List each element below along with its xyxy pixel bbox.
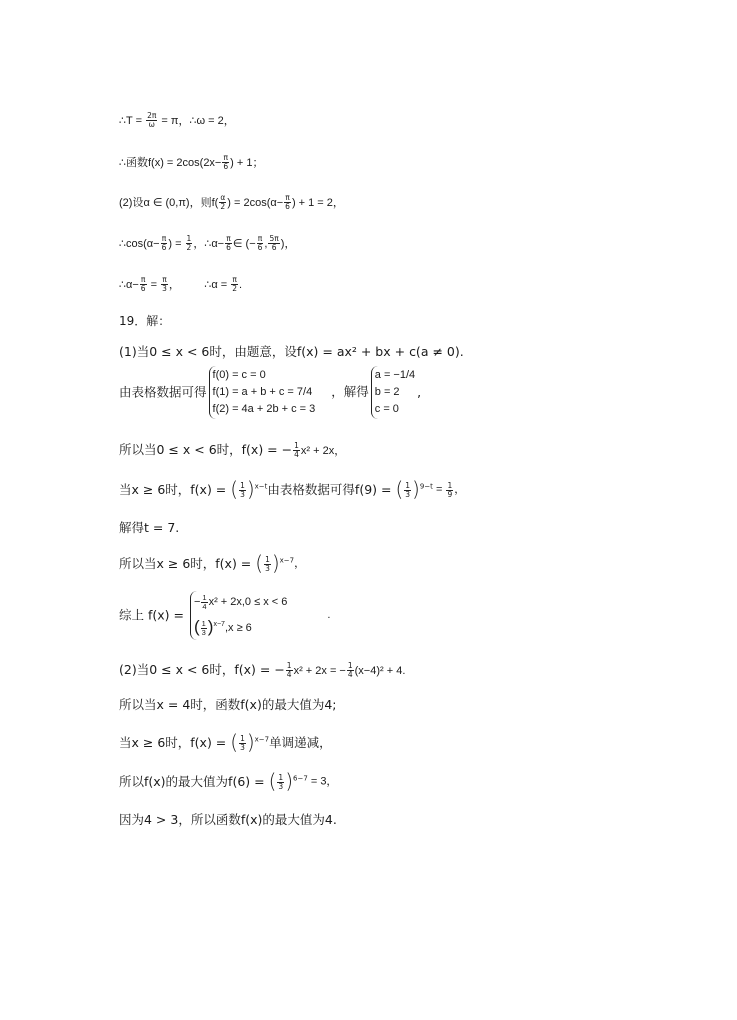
denominator: 4 bbox=[347, 669, 353, 679]
piecewise-row: − $\frac{1}{4}$ x² + 2x,0 ≤ x < 6 bbox=[193, 592, 288, 611]
system-row: a = −1/4 bbox=[374, 369, 416, 381]
denominator: 9 bbox=[447, 489, 453, 499]
exponent: 6−7 bbox=[293, 774, 308, 783]
fraction bbox=[293, 442, 300, 459]
numerator: 1 bbox=[240, 733, 245, 743]
text-segment: , bbox=[417, 384, 422, 400]
text-segment: )， bbox=[280, 237, 296, 250]
system-row: c = 0 bbox=[374, 403, 399, 415]
fraction bbox=[286, 662, 293, 679]
text-segment: = 3， bbox=[307, 775, 338, 788]
denominator: 6 bbox=[226, 242, 231, 252]
exponent: 9−t bbox=[419, 482, 433, 491]
numerator: 1 bbox=[202, 592, 207, 602]
numerator: π bbox=[285, 193, 290, 202]
fraction bbox=[347, 662, 354, 679]
fraction bbox=[231, 276, 238, 293]
text-segment: ) = 2cos(α− bbox=[227, 196, 284, 209]
numerator: 2π bbox=[147, 111, 157, 120]
line-decreasing: 当x ≥ 6时，f(x) = ( $\frac{1}{3}$ )$^{x-7}$单调递减， bbox=[119, 730, 332, 754]
text-segment: ∴α− bbox=[119, 278, 139, 291]
exponent: x−7 bbox=[213, 621, 225, 628]
text-segment: (x−4)² + 4. bbox=[354, 664, 406, 677]
numerator: α bbox=[220, 193, 226, 202]
row-text: x² + 2x,0 ≤ x < 6 bbox=[208, 596, 288, 608]
line-piecewise-summary bbox=[119, 591, 330, 640]
fraction bbox=[201, 594, 207, 611]
fraction bbox=[239, 735, 246, 752]
denominator: 3 bbox=[265, 563, 270, 573]
line-part1-setup: (1)当0 ≤ x < 6时，由题意，设f(x) = ax² + bx + c(a ≠ 0). bbox=[119, 344, 464, 359]
numerator: π bbox=[162, 275, 167, 284]
text-segment: 所以f(x)的最大值为f(6) = bbox=[119, 773, 269, 789]
text-segment: x² + 2x， bbox=[300, 444, 346, 457]
line-cos-value bbox=[119, 235, 295, 252]
numerator: 1 bbox=[265, 554, 270, 564]
denominator: 3 bbox=[240, 489, 245, 499]
numerator: 1 bbox=[186, 234, 192, 243]
text-segment: ) + 1 = 2， bbox=[291, 196, 344, 209]
text-segment: 由表格数据可得f(9) = bbox=[267, 481, 396, 497]
text-segment: ) + 1； bbox=[230, 156, 264, 169]
numerator: 1 bbox=[405, 480, 411, 490]
line-quadratic-result bbox=[119, 442, 345, 459]
line-function-def bbox=[119, 154, 263, 171]
line-max-at-6: 所以f(x)的最大值为f(6) = ( $\frac{1}{3}$ )$^{6-7}$ = 3， bbox=[119, 769, 338, 793]
text-segment: ， ∴α = bbox=[168, 278, 231, 291]
line-max-at-4: 所以当x = 4时，函数f(x)的最大值为4; bbox=[119, 697, 337, 712]
equation-system-right bbox=[371, 366, 415, 419]
line-exponential-result: 所以当x ≥ 6时，f(x) = ( $\frac{1}{3}$ )$^{x-7}$， bbox=[119, 551, 306, 575]
numerator: π bbox=[232, 275, 237, 284]
numerator: 5π bbox=[269, 234, 279, 243]
fraction bbox=[446, 482, 453, 499]
exponent: x−7 bbox=[254, 735, 270, 744]
text-segment: (2)当0 ≤ x < 6时，f(x) = − bbox=[119, 661, 285, 677]
text-segment: ∴函数f(x) = 2cos(2x− bbox=[119, 156, 222, 169]
fraction bbox=[239, 482, 246, 499]
line-conclusion: 因为4 > 3，所以函数f(x)的最大值为4. bbox=[119, 812, 337, 827]
numerator: 1 bbox=[278, 772, 284, 782]
text-segment: ，∴α− bbox=[193, 237, 225, 250]
fraction bbox=[257, 235, 264, 252]
denominator: ω bbox=[148, 119, 155, 129]
text-segment: 由表格数据可得 bbox=[119, 384, 207, 400]
text-segment: ，解得 bbox=[331, 384, 369, 400]
denominator: 4 bbox=[286, 669, 292, 679]
text-segment: 综上 f(x) = bbox=[119, 607, 188, 623]
problem-19-heading: 19．解： bbox=[119, 314, 171, 328]
text-segment: = bbox=[147, 278, 161, 291]
numerator: π bbox=[223, 153, 228, 162]
text-segment: = π，∴ω = 2， bbox=[158, 114, 235, 127]
text-segment: = bbox=[432, 483, 446, 496]
text-segment: 当x ≥ 6时，f(x) = bbox=[119, 734, 231, 750]
fraction bbox=[161, 235, 168, 252]
text-segment: 所以当0 ≤ x < 6时，f(x) = − bbox=[119, 441, 293, 457]
text-segment: (2)设α ∈ (0,π)，则f( bbox=[119, 196, 219, 209]
fraction bbox=[219, 194, 226, 211]
denominator: 4 bbox=[294, 449, 299, 459]
line-system-of-equations bbox=[119, 366, 421, 419]
line-alpha-result bbox=[119, 276, 242, 293]
fraction bbox=[268, 235, 279, 252]
numerator: 1 bbox=[286, 661, 292, 670]
text-segment: 所以当x ≥ 6时，f(x) = bbox=[119, 555, 256, 571]
text-segment: . bbox=[239, 278, 243, 291]
fraction bbox=[146, 112, 157, 129]
fraction bbox=[186, 235, 193, 252]
denominator: 6 bbox=[285, 201, 290, 211]
denominator: 6 bbox=[161, 242, 167, 252]
text-segment: 当x ≥ 6时，f(x) = bbox=[119, 481, 231, 497]
line-exponential-form: 当x ≥ 6时，f(x) = ( $\frac{1}{3}$ )$^{x-t}$由表格数据可得f(9) = ( $\frac{1}{3}$ )$^{9-t}$ = $\frac{1}{9}$ ， bbox=[119, 477, 466, 501]
fraction bbox=[161, 276, 168, 293]
exponent: x−7 bbox=[279, 556, 295, 565]
fraction bbox=[140, 276, 147, 293]
text-segment: ) = bbox=[168, 237, 185, 250]
denominator: 6 bbox=[223, 161, 229, 171]
numerator: 1 bbox=[201, 618, 206, 628]
text-segment: x² + 2x = − bbox=[293, 664, 346, 677]
numerator: 1 bbox=[240, 480, 245, 490]
denominator: 2 bbox=[186, 242, 192, 252]
numerator: 1 bbox=[447, 480, 453, 490]
numerator: 1 bbox=[294, 441, 299, 450]
system-row: b = 2 bbox=[374, 386, 400, 398]
piecewise-brace bbox=[190, 591, 287, 640]
numerator: π bbox=[226, 234, 231, 243]
text-segment: , bbox=[264, 237, 268, 250]
fraction bbox=[404, 482, 411, 499]
line-part2-vertex-form bbox=[119, 662, 405, 679]
fraction bbox=[264, 556, 271, 573]
system-row: f(2) = 4a + 2b + c = 3 bbox=[212, 403, 316, 415]
numerator: π bbox=[161, 234, 167, 243]
denominator: 2 bbox=[220, 201, 226, 211]
denominator: 6 bbox=[271, 242, 277, 252]
equation-system-left bbox=[209, 366, 316, 419]
denominator: 3 bbox=[240, 742, 245, 752]
text-segment: ， bbox=[294, 557, 306, 570]
denominator: 3 bbox=[201, 627, 206, 637]
numerator: π bbox=[257, 234, 263, 243]
exponent: x−t bbox=[254, 482, 268, 491]
text-segment: 单调递减， bbox=[269, 734, 332, 750]
text-segment: . bbox=[327, 609, 331, 622]
text-segment: ∴T = bbox=[119, 114, 146, 127]
denominator: 6 bbox=[257, 242, 263, 252]
denominator: 3 bbox=[405, 489, 411, 499]
line-part2-setup bbox=[119, 194, 344, 211]
denominator: 3 bbox=[162, 283, 167, 293]
system-row: f(0) = c = 0 bbox=[212, 369, 266, 381]
denominator: 2 bbox=[232, 283, 238, 293]
line-period bbox=[119, 112, 235, 129]
numerator: 1 bbox=[347, 661, 353, 670]
denominator: 6 bbox=[140, 283, 146, 293]
system-row: f(1) = a + b + c = 7/4 bbox=[212, 386, 313, 398]
row-text: ,x ≥ 6 bbox=[224, 622, 252, 634]
text-segment: ， bbox=[454, 483, 466, 496]
denominator: 4 bbox=[202, 601, 207, 611]
fraction bbox=[225, 235, 232, 252]
numerator: π bbox=[140, 275, 146, 284]
fraction bbox=[201, 620, 207, 637]
text-segment: ∈ (− bbox=[232, 237, 256, 250]
text-segment: ∴cos(α− bbox=[119, 237, 160, 250]
line-solve-t: 解得t = 7. bbox=[119, 520, 180, 535]
fraction bbox=[284, 194, 291, 211]
denominator: 3 bbox=[278, 781, 284, 791]
piecewise-row: ( $\frac{1}{3}$ )$^{x-7}$,x ≥ 6 bbox=[193, 617, 252, 637]
fraction bbox=[277, 774, 284, 791]
fraction bbox=[222, 154, 229, 171]
